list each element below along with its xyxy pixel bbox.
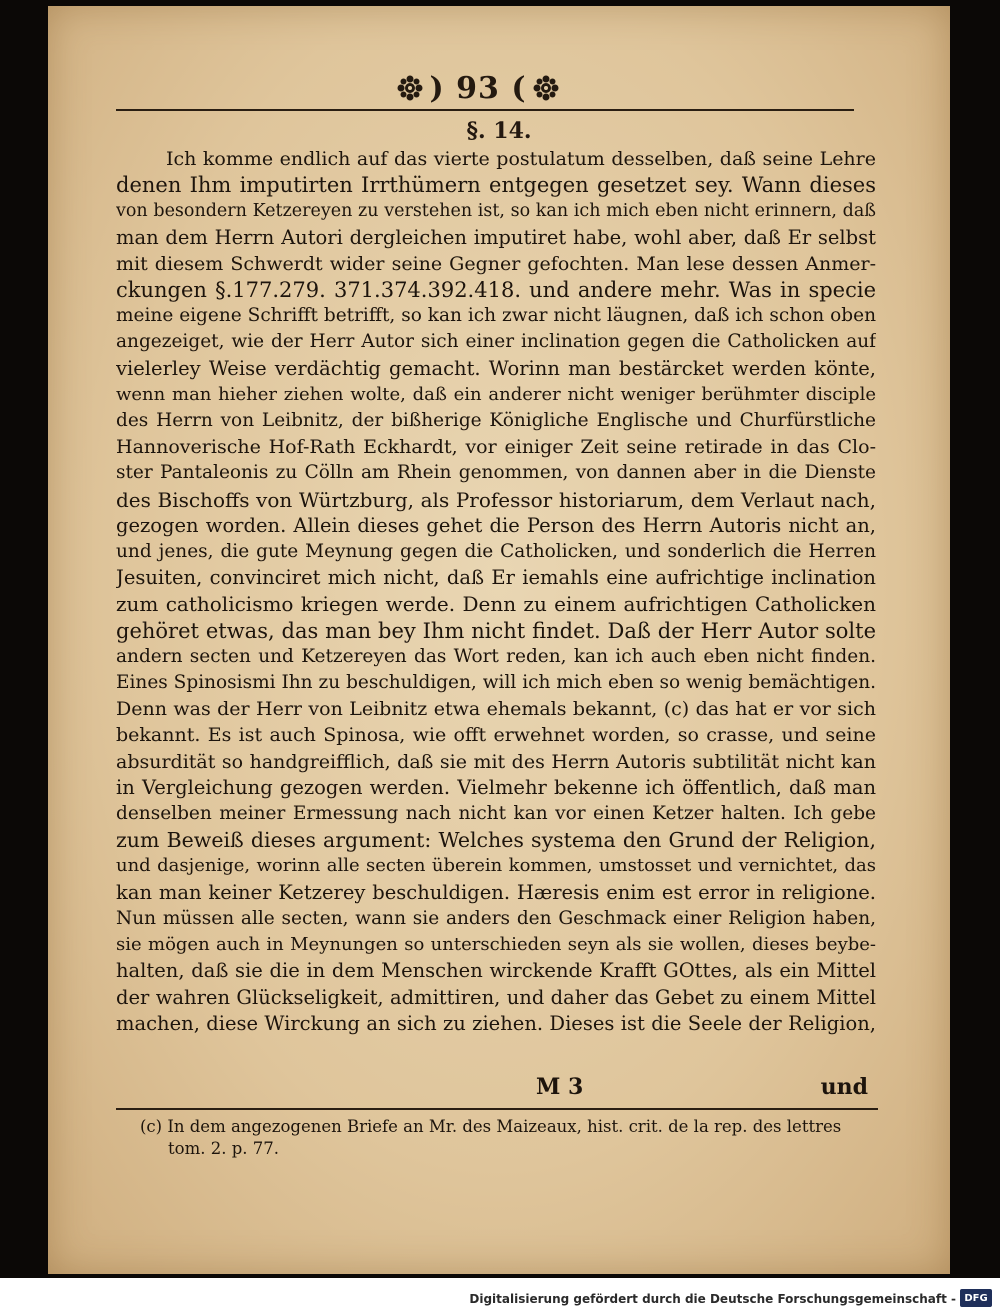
text-line: und dasjenige, worinn alle secten überein kommen, umstosset und vernichtet, das	[116, 855, 876, 877]
text-line: und jenes, die gute Meynung gegen die Catholicken, und sonderlich die Herren	[116, 541, 876, 563]
text-line: absurdität so handgreifflich, daß sie mit des Herrn Autoris subtilität nicht kan	[116, 750, 876, 773]
text-line: Eines Spinosismi Ihn zu beschuldigen, will ich mich eben so wenig bemächtigen.	[116, 672, 876, 694]
section-heading: §. 14.	[466, 118, 532, 144]
book-page	[48, 6, 950, 1274]
dfg-logo	[960, 1289, 992, 1307]
flower-ornament-right-icon	[533, 75, 559, 101]
footnote-rule	[116, 1108, 878, 1110]
page-header	[348, 68, 608, 108]
text-line: machen, diese Wirckung an sich zu ziehen. Dieses ist die Seele der Religion,	[116, 1011, 876, 1035]
text-line: angezeiget, wie der Herr Autor sich einer inclination gegen die Catholicken auf	[116, 331, 876, 353]
catchword: und	[820, 1074, 868, 1100]
text-line: der wahren Glückseligkeit, admittiren, und daher das Gebet zu einem Mittel	[116, 985, 876, 1009]
text-line: Hannoverische Hof-Rath Eckhardt, vor einiger Zeit seine retirade in das Clo-	[116, 436, 876, 459]
text-line: mit diesem Schwerdt wider seine Gegner gefochten. Man lese dessen Anmer-	[116, 252, 876, 275]
text-line: Denn was der Herr von Leibnitz etwa ehemals bekannt, (c) das hat er vor sich	[116, 698, 876, 721]
text-line: gezogen worden. Allein dieses gehet die Person des Herrn Autoris nicht an,	[116, 513, 876, 537]
text-line: man dem Herrn Autori dergleichen imputiret habe, wohl aber, daß Er selbst	[116, 225, 876, 249]
text-line: bekannt. Es ist auch Spinosa, wie offt erwehnet worden, so crasse, und seine	[116, 724, 876, 747]
text-line: in Vergleichung gezogen werden. Vielmehr bekenne ich öffentlich, daß man	[116, 775, 876, 799]
header-rule	[116, 109, 854, 111]
text-line: meine eigene Schrifft betrifft, so kan ich zwar nicht läugnen, daß ich schon oben	[116, 305, 876, 327]
text-line: vielerley Weise verdächtig gemacht. Worinn man bestärcket werden könte,	[116, 356, 876, 380]
catch-line	[116, 1074, 876, 1102]
footnote-line: (c) In dem angezogenen Briefe an Mr. des Maizeaux, hist. crit. de la rep. des lettres	[140, 1117, 842, 1136]
text-line: kan man keiner Ketzerey beschuldigen. Hæresis enim est error in religione.	[116, 880, 876, 904]
text-line: des Herrn von Leibnitz, der bißherige Königliche Englische und Churfürstliche	[116, 410, 876, 432]
footnote-line: tom. 2. p. 77.	[168, 1139, 279, 1158]
text-line: des Bischoffs von Würtzburg, als Professor historiarum, dem Verlaut nach,	[116, 487, 876, 512]
text-line: wenn man hieher ziehen wolte, daß ein anderer nicht weniger berühmter disciple	[116, 383, 876, 405]
text-line: denselben meiner Ermessung nach nicht kan vor einen Ketzer halten. Ich gebe	[116, 803, 876, 825]
text-line: Nun müssen alle secten, wann sie anders den Geschmack einer Religion haben,	[116, 907, 876, 929]
dfg-logo-text: DFG	[964, 1292, 988, 1304]
text-line: denen Ihm imputirten Irrthümern entgegen gesetzet sey. Wann dieses	[116, 173, 876, 198]
text-line: sie mögen auch in Meynungen so unterschieden seyn als sie wollen, dieses beybe-	[116, 934, 876, 956]
footnote	[140, 1116, 860, 1160]
text-line: zum catholicismo kriegen werde. Denn zu einem aufrichtigen Catholicken	[116, 592, 876, 617]
body-text	[116, 146, 876, 1037]
signature-mark: M 3	[536, 1074, 584, 1100]
flower-ornament-left-icon	[397, 75, 423, 101]
text-line: ster Pantaleonis zu Cölln am Rhein genommen, von dannen aber in die Dienste	[116, 462, 876, 484]
text-line: andern secten und Ketzereyen das Wort reden, kan ich auch eben nicht finden.	[116, 645, 876, 667]
text-line: halten, daß sie die in dem Menschen wirckende Krafft GOttes, als ein Mittel	[116, 959, 876, 983]
text-line: Ich komme endlich auf das vierte postulatum desselben, daß seine Lehre	[166, 148, 876, 170]
text-line: Jesuiten, convinciret mich nicht, daß Er iemahls eine aufrichtige inclination	[116, 566, 876, 590]
funding-credit: Digitalisierung gefördert durch die Deutsche Forschungsgemeinschaft -	[469, 1292, 956, 1306]
text-line: zum Beweiß dieses argument: Welches systema den Grund der Religion,	[116, 828, 876, 853]
text-line: gehöret etwas, das man bey Ihm nicht findet. Daß der Herr Autor solte	[116, 618, 876, 643]
text-line: von besondern Ketzereyen zu verstehen ist, so kan ich mich eben nicht erinnern, daß	[116, 201, 876, 222]
page-number: ) 93 (	[429, 70, 527, 106]
text-line: ckungen §.177.279. 371.374.392.418. und andere mehr. Was in specie	[116, 278, 876, 303]
